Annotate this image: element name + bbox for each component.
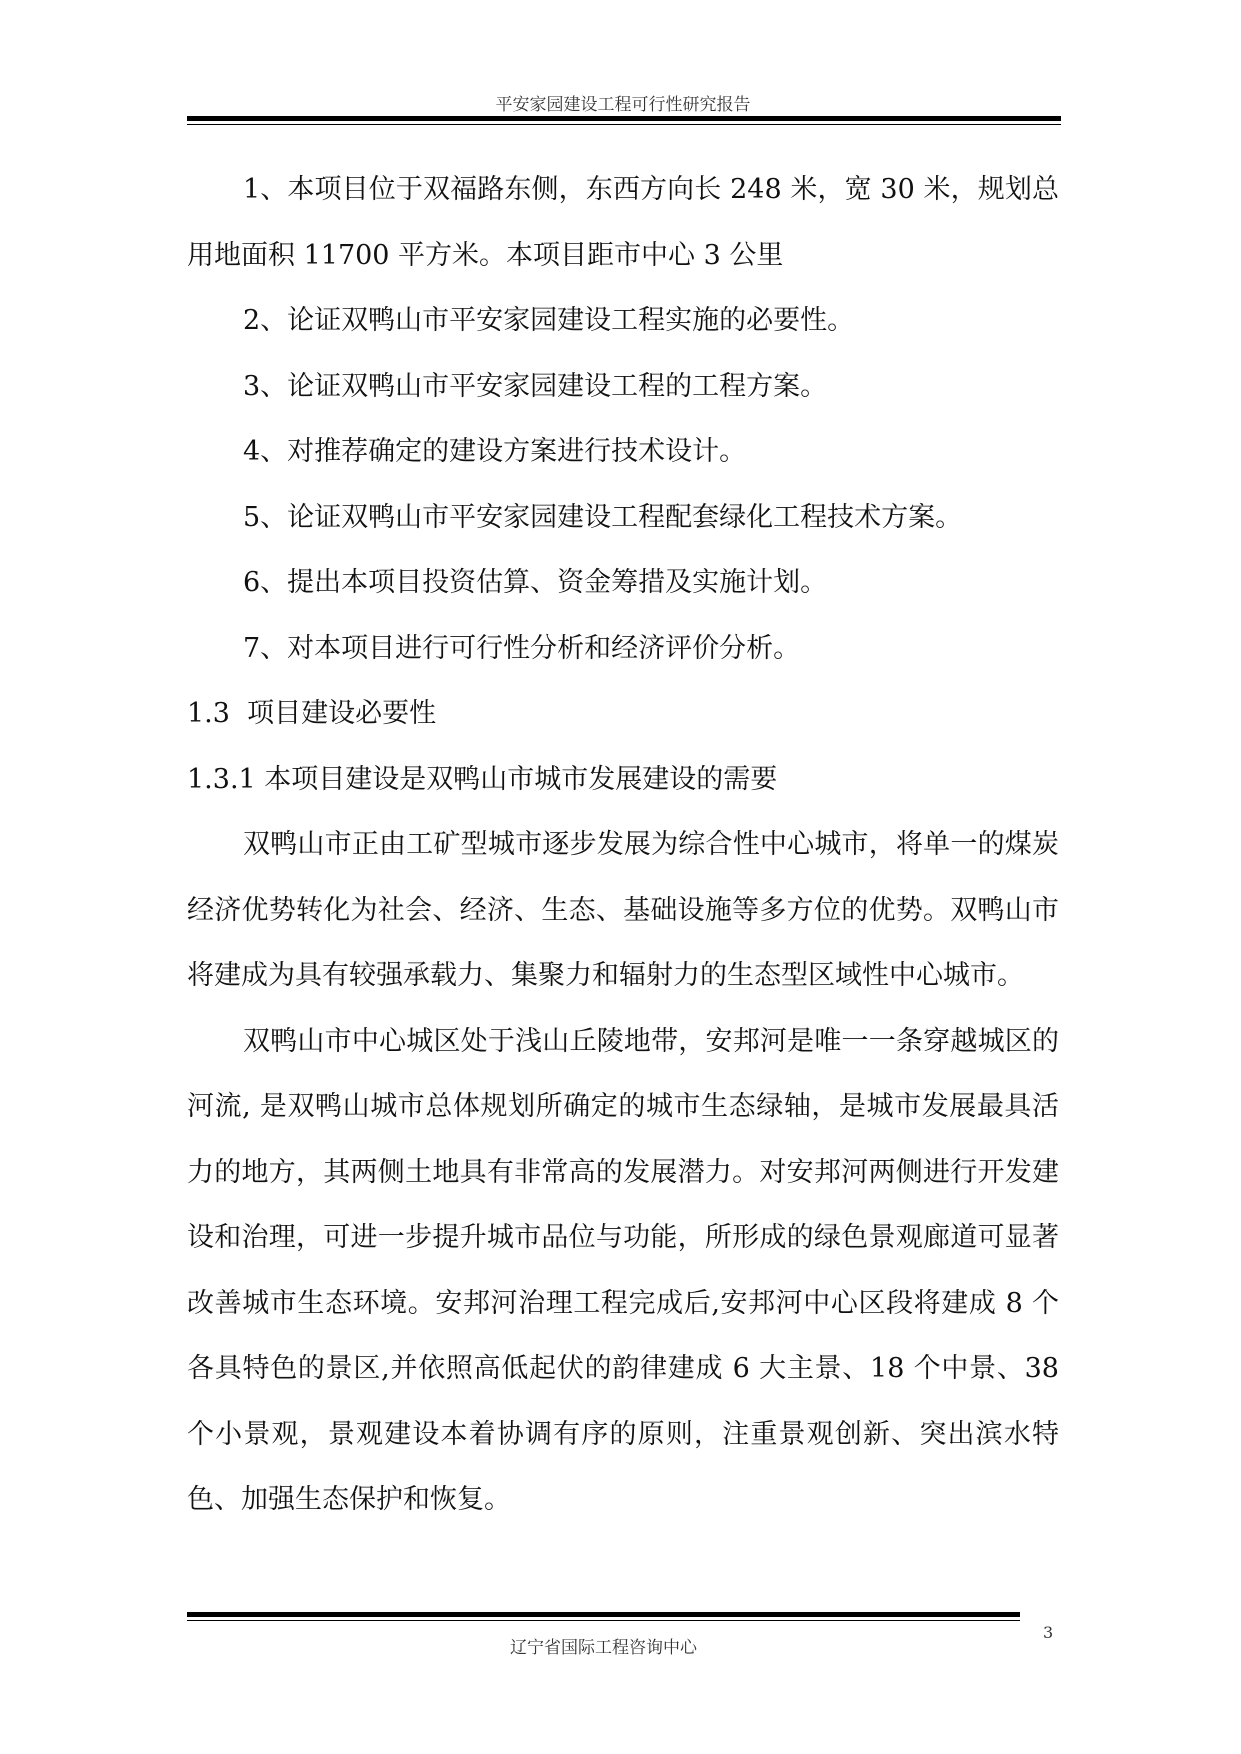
list-item-3: 3、论证双鸭山市平安家园建设工程的工程方案。 bbox=[243, 370, 828, 402]
body-paragraph-2: 双鸭山市中心城区处于浅山丘陵地带，安邦河是唯一一条穿越城区的河流, 是双鸭山城市总体规划所确定的城市生态绿轴，是城市发展最具活力的地方，其两侧土地具有非常高的发展潜力。对安邦河两侧进行开发建设和治理，可进一步提升城市品位与功能，所形成的绿色景观廊道可显著改善城市生态环境。安邦河治理工程完成后,安邦河中心区段将建成 8 个各具特色的景区,并依照高低起伏的韵律建成 6 大主景、18 个中景、38 个小景观，景观建设本着协调有序的原则，注重景观创新、突出滨水特色、加强生态保护和恢复。 bbox=[187, 1025, 1059, 1515]
page-number: 3 bbox=[1043, 1623, 1054, 1642]
header-rule bbox=[187, 116, 1061, 121]
document-body bbox=[187, 157, 1059, 1533]
subsection-heading: 1.3.1 本项目建设是双鸭山市城市发展建设的需要 bbox=[187, 763, 778, 795]
footer-rule-thin bbox=[187, 1620, 1020, 1621]
list-item-4: 4、对推荐确定的建设方案进行技术设计。 bbox=[243, 436, 747, 467]
section-heading: 1.3 项目建设必要性 bbox=[187, 698, 437, 729]
list-item-1: 1、本项目位于双福路东侧，东西方向长 248 米，宽 30 米，规划总用地面积 11700 平方米。本项目距市中心 3 公里 bbox=[187, 174, 1059, 271]
body-paragraph-1: 双鸭山市正由工矿型城市逐步发展为综合性中心城市，将单一的煤炭经济优势转化为社会、经济、生态、基础设施等多方位的优势。双鸭山市将建成为具有较强承载力、集聚力和辐射力的生态型区域性中心城市。 bbox=[187, 829, 1059, 991]
footer-rule bbox=[187, 1612, 1020, 1617]
footer-organization: 辽宁省国际工程咨询中心 bbox=[510, 1638, 697, 1658]
list-item-2: 2、论证双鸭山市平安家园建设工程实施的必要性。 bbox=[243, 305, 855, 336]
list-item-6: 6、提出本项目投资估算、资金筹措及实施计划。 bbox=[243, 567, 828, 598]
running-header-title: 平安家园建设工程可行性研究报告 bbox=[495, 95, 751, 115]
header-rule-thin bbox=[187, 124, 1061, 125]
list-item-5: 5、论证双鸭山市平安家园建设工程配套绿化工程技术方案。 bbox=[243, 501, 963, 533]
list-item-7: 7、对本项目进行可行性分析和经济评价分析。 bbox=[243, 632, 801, 664]
